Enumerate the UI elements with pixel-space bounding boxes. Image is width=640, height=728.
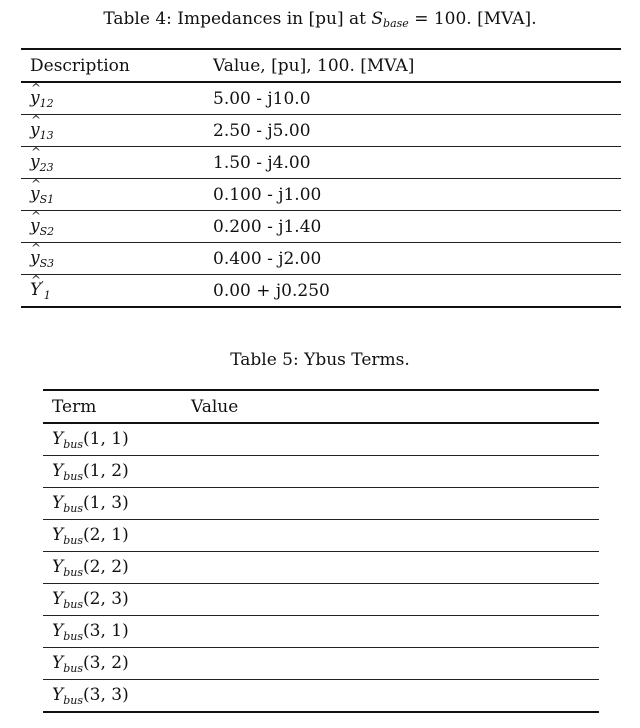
admittance-symbol: [30, 152, 54, 172]
term-indices: (2, 3): [83, 588, 129, 609]
symbol-base: ^ y: [30, 216, 40, 236]
term-symbol: Y: [52, 460, 64, 481]
symbol-subscript: 23: [39, 161, 54, 174]
term-indices: (3, 3): [83, 684, 129, 705]
admittance-symbol: [30, 88, 54, 108]
table-row: [43, 616, 599, 648]
ybus-term: [52, 557, 129, 577]
term-indices: (1, 1): [83, 428, 129, 449]
ybus-term: [52, 621, 129, 641]
table-row: [43, 520, 599, 552]
table-row: [43, 584, 599, 616]
symbol-subscript: 12: [39, 97, 54, 110]
ybus-term: [52, 429, 129, 449]
value-cell: 2.50 - j5.00: [213, 115, 621, 147]
table4-caption-symbol: [371, 9, 408, 29]
value-cell: [191, 616, 599, 648]
admittance-symbol: [30, 184, 54, 204]
table-row: [43, 552, 599, 584]
table-row: [43, 456, 599, 488]
term-cell: [43, 552, 191, 584]
term-cell: [43, 648, 191, 680]
symbol-base: ^ y: [30, 152, 40, 172]
symbol-subscript: 1: [43, 289, 51, 302]
table4-caption: [0, 8, 640, 35]
description-cell: [21, 147, 213, 179]
header-value: Value: [191, 390, 599, 423]
admittance-symbol: [30, 280, 51, 300]
impedance-table: [21, 48, 621, 308]
table4-caption-suffix: = 100. [MVA].: [408, 9, 537, 29]
symbol-subscript: S2: [39, 225, 55, 238]
term-symbol: Y: [52, 588, 64, 609]
description-cell: [21, 211, 213, 243]
table-row: [43, 680, 599, 713]
symbol-base: ^ y: [30, 184, 40, 204]
table5-caption: Table 5: Ybus Terms.: [230, 350, 410, 370]
term-symbol: Y: [52, 652, 64, 673]
term-subscript: bus: [63, 437, 84, 451]
term-subscript: bus: [63, 533, 84, 547]
symbol-subscript: S3: [39, 257, 55, 270]
term-cell: [43, 680, 191, 713]
symbol-base: ^ y: [30, 248, 40, 268]
description-cell: [21, 179, 213, 211]
term-subscript: bus: [63, 661, 84, 675]
table-row: [21, 275, 621, 308]
term-symbol: Y: [52, 428, 64, 449]
term-symbol: Y: [52, 524, 64, 545]
table-row: [21, 147, 621, 179]
value-cell: 5.00 - j10.0: [213, 82, 621, 115]
symbol-subscript: 13: [39, 129, 54, 142]
term-indices: (1, 2): [83, 460, 129, 481]
ybus-table: [43, 389, 599, 713]
description-cell: [21, 82, 213, 115]
value-cell: 0.00 + j0.250: [213, 275, 621, 308]
table-row: [43, 648, 599, 680]
header-value: Value, [pu], 100. [MVA]: [213, 49, 621, 82]
table4-caption-sym: S: [371, 9, 384, 29]
symbol-base: ^ Y: [30, 280, 41, 300]
term-indices: (3, 1): [83, 620, 129, 641]
term-subscript: bus: [63, 693, 84, 707]
value-cell: [191, 552, 599, 584]
term-symbol: Y: [52, 492, 64, 513]
ybus-term: [52, 589, 129, 609]
ybus-term: [52, 525, 129, 545]
term-subscript: bus: [63, 629, 84, 643]
term-cell: [43, 520, 191, 552]
ybus-term: [52, 493, 129, 513]
value-cell: 0.200 - j1.40: [213, 211, 621, 243]
term-indices: (3, 2): [83, 652, 129, 673]
header-term: Term: [43, 390, 191, 423]
symbol-base: ^ y: [30, 120, 40, 140]
value-cell: 1.50 - j4.00: [213, 147, 621, 179]
symbol-base: ^ y: [30, 88, 40, 108]
term-indices: (1, 3): [83, 492, 129, 513]
term-cell: [43, 456, 191, 488]
ybus-term: [52, 461, 129, 481]
symbol-prime: ′: [41, 279, 44, 292]
term-subscript: bus: [63, 565, 84, 579]
value-cell: [191, 488, 599, 520]
table-row: [21, 115, 621, 147]
ybus-table-header: [43, 390, 599, 423]
value-cell: [191, 423, 599, 456]
term-subscript: bus: [63, 501, 84, 515]
value-cell: [191, 648, 599, 680]
description-cell: [21, 115, 213, 147]
term-cell: [43, 616, 191, 648]
table-row: [21, 243, 621, 275]
value-cell: [191, 456, 599, 488]
table-row: [43, 488, 599, 520]
term-indices: (2, 1): [83, 524, 129, 545]
header-description: Description: [21, 49, 213, 82]
value-cell: [191, 584, 599, 616]
table-row: [43, 423, 599, 456]
table-row: [21, 211, 621, 243]
term-symbol: Y: [52, 684, 64, 705]
table4-caption-prefix: Table 4: Impedances in [pu] at: [103, 9, 372, 29]
value-cell: 0.400 - j2.00: [213, 243, 621, 275]
term-indices: (2, 2): [83, 556, 129, 577]
term-cell: [43, 584, 191, 616]
term-subscript: bus: [63, 469, 84, 483]
table-row: [21, 179, 621, 211]
description-cell: [21, 275, 213, 308]
ybus-term: [52, 653, 129, 673]
admittance-symbol: [30, 216, 54, 236]
symbol-subscript: S1: [39, 193, 55, 206]
value-cell: [191, 680, 599, 713]
admittance-symbol: [30, 120, 54, 140]
value-cell: [191, 520, 599, 552]
ybus-term: [52, 685, 129, 705]
term-symbol: Y: [52, 556, 64, 577]
term-cell: [43, 423, 191, 456]
value-cell: 0.100 - j1.00: [213, 179, 621, 211]
term-subscript: bus: [63, 597, 84, 611]
impedance-table-header: [21, 49, 621, 82]
description-cell: [21, 243, 213, 275]
term-symbol: Y: [52, 620, 64, 641]
table4-caption-sub: base: [383, 17, 409, 30]
term-cell: [43, 488, 191, 520]
table-row: [21, 82, 621, 115]
admittance-symbol: [30, 248, 54, 268]
